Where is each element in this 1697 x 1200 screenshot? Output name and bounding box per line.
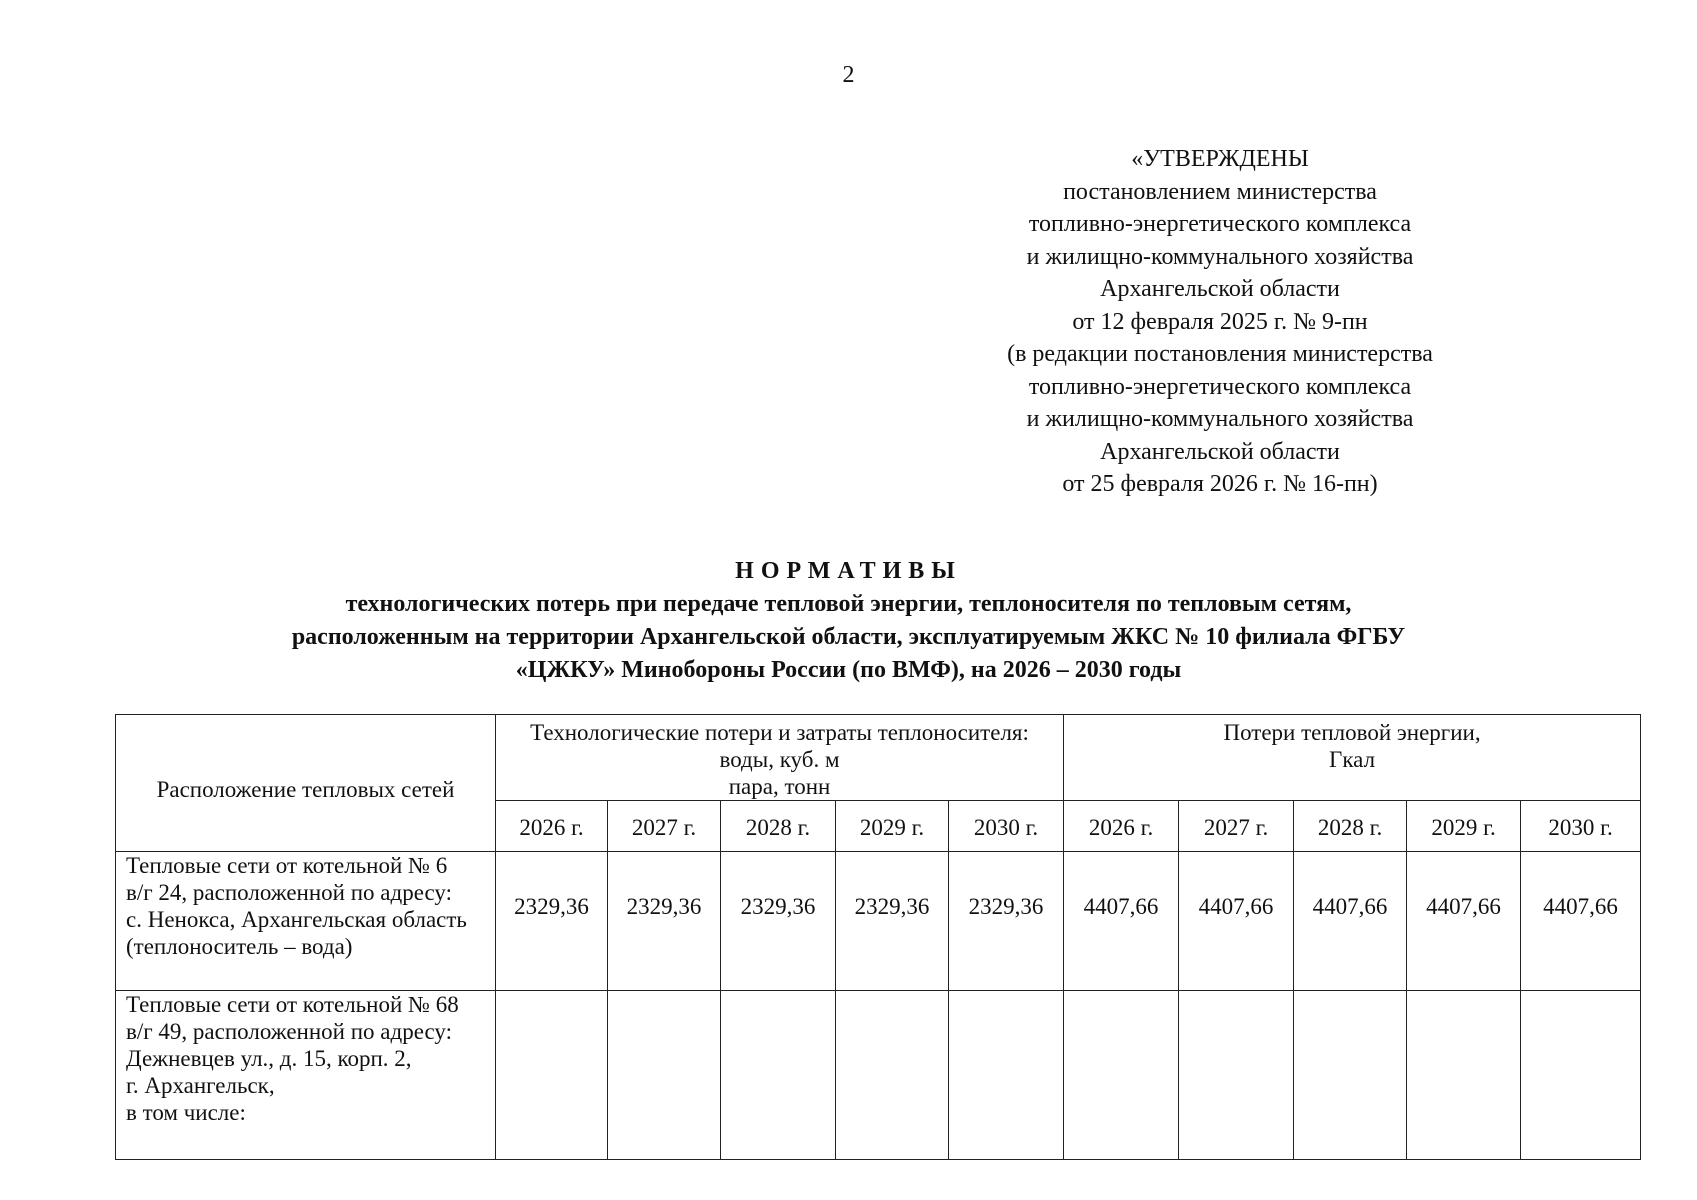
value-cell — [1179, 991, 1294, 1160]
year-header: 2026 г. — [1064, 801, 1179, 852]
approval-line: Архангельской области — [1100, 276, 1340, 302]
year-header: 2030 г. — [1521, 801, 1641, 852]
approval-line: и жилищно-коммунального хозяйства — [1026, 243, 1414, 270]
value-cell: 2329,36 — [721, 852, 836, 991]
location-column-header: Расположение тепловых сетей — [116, 715, 496, 852]
document-subtitle-line: «ЦЖКУ» Минобороны России (по ВМФ), на 2026 – 2030 годы — [515, 657, 1182, 683]
approval-line: Архангельской области — [1100, 438, 1340, 465]
value-cell: 2329,36 — [608, 852, 721, 991]
document-heading: НОРМАТИВЫ — [735, 558, 962, 584]
value-cell — [1407, 991, 1521, 1160]
network-location-line: г. Архангельск, — [126, 1073, 275, 1098]
year-header: 2027 г. — [1179, 801, 1294, 852]
year-header: 2029 г. — [1407, 801, 1521, 852]
coolant-losses-header-line: Технологические потери и затраты теплоносителя: — [530, 720, 1029, 745]
year-header: 2026 г. — [496, 801, 608, 852]
approval-line: «УТВЕРЖДЕНЫ — [1131, 146, 1309, 172]
year-header: 2029 г. — [836, 801, 949, 852]
value-cell — [1294, 991, 1407, 1160]
network-location-line: в/г 24, расположенной по адресу: — [126, 880, 452, 905]
approval-line: и жилищно-коммунального хозяйства — [1026, 406, 1414, 432]
value-cell: 2329,36 — [836, 852, 949, 991]
value-cell — [949, 991, 1064, 1160]
value-cell: 4407,66 — [1179, 852, 1294, 991]
value-cell — [496, 991, 608, 1160]
network-location-line: Тепловые сети от котельной № 68 — [126, 992, 459, 1017]
approval-stamp — [900, 143, 1540, 501]
value-cell: 4407,66 — [1294, 852, 1407, 991]
year-header: 2028 г. — [1294, 801, 1407, 852]
value-cell — [1064, 991, 1179, 1160]
value-cell: 4407,66 — [1521, 852, 1641, 991]
approval-line: постановлением министерства — [1063, 178, 1377, 205]
value-cell — [1521, 991, 1641, 1160]
network-location-line: в том числе: — [126, 1100, 246, 1125]
year-header: 2028 г. — [721, 801, 836, 852]
network-location-line: в/г 49, расположенной по адресу: — [126, 1019, 452, 1044]
heat-losses-header-line: Потери тепловой энергии, — [1223, 720, 1481, 745]
value-cell: 4407,66 — [1407, 852, 1521, 991]
approval-line: топливно-энергетического комплекса — [1028, 373, 1412, 400]
network-location-cell — [116, 991, 496, 1160]
network-location-line: Дежневцев ул., д. 15, корп. 2, — [126, 1046, 412, 1071]
year-header: 2027 г. — [608, 801, 721, 852]
document-subtitle-line: расположенным на территории Архангельской области, эксплуатируемым ЖКС № 10 филиала ФГБУ — [291, 624, 1406, 650]
table-row — [116, 852, 1641, 991]
value-cell: 4407,66 — [1064, 852, 1179, 991]
document-title — [0, 555, 1697, 687]
network-location-line: Тепловые сети от котельной № 6 — [126, 853, 448, 878]
value-cell: 2329,36 — [949, 852, 1064, 991]
approval-line: топливно-энергетического комплекса — [1028, 211, 1412, 237]
value-cell — [608, 991, 721, 1160]
network-location-line: с. Ненокса, Архангельская область — [126, 907, 467, 932]
coolant-losses-header-line: пара, тонн — [728, 774, 831, 799]
heat-losses-header-line: Гкал — [1329, 747, 1376, 772]
network-location-line: (теплоноситель – вода) — [126, 934, 353, 959]
norms-table — [115, 714, 1641, 1160]
value-cell — [836, 991, 949, 1160]
approval-line: от 25 февраля 2026 г. № 16-пн) — [1062, 471, 1378, 497]
heat-losses-header — [1064, 715, 1641, 801]
document-subtitle-line: технологических потерь при передаче тепловой энергии, теплоносителя по тепловым сетям, — [345, 591, 1352, 617]
approval-line: (в редакции постановления министерства — [1007, 341, 1433, 367]
page-number: 2 — [842, 62, 855, 88]
table-row — [116, 991, 1641, 1160]
coolant-losses-header — [496, 715, 1064, 801]
value-cell: 2329,36 — [496, 852, 608, 991]
year-header: 2030 г. — [949, 801, 1064, 852]
coolant-losses-header-line: воды, куб. м — [719, 747, 840, 772]
approval-line: от 12 февраля 2025 г. № 9-пн — [1072, 308, 1368, 335]
network-location-cell — [116, 852, 496, 991]
value-cell — [721, 991, 836, 1160]
